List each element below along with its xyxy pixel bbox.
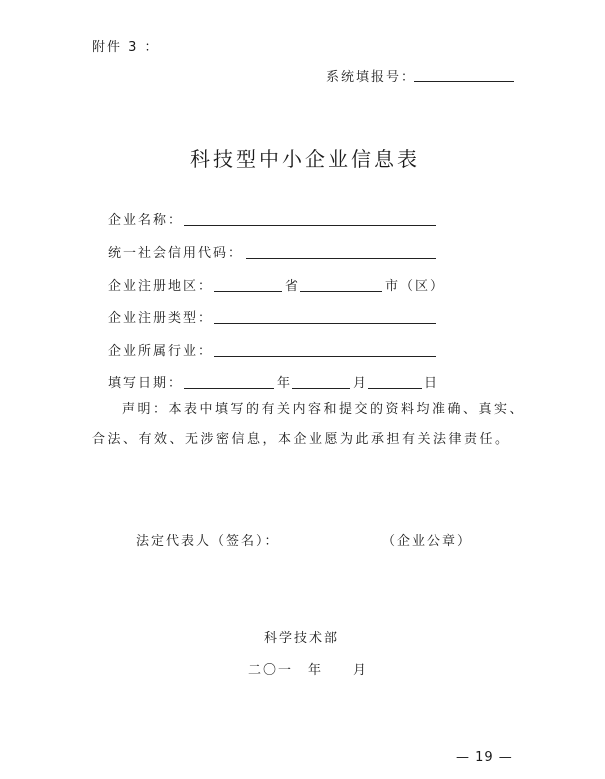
registration-type-field[interactable] bbox=[214, 309, 436, 324]
company-seal-label: （企业公章） bbox=[382, 534, 473, 549]
year-field[interactable] bbox=[184, 374, 274, 389]
province-label: 省 bbox=[285, 279, 301, 294]
page-title: 科技型中小企业信息表 bbox=[190, 147, 420, 171]
date-label: 填写日期： bbox=[108, 376, 184, 391]
credit-code-field[interactable] bbox=[246, 244, 436, 259]
company-name-field[interactable] bbox=[184, 211, 436, 226]
registration-type-label: 企业注册类型： bbox=[108, 311, 214, 326]
declaration-line-1: 声明：本表中填写的有关内容和提交的资料均准确、真实、 bbox=[122, 402, 526, 417]
year-label: 年 bbox=[277, 376, 293, 391]
industry-label: 企业所属行业： bbox=[108, 344, 214, 359]
declaration-line-2: 合法、有效、无涉密信息，本企业愿为此承担有关法律责任。 bbox=[92, 432, 511, 447]
credit-code-label: 统一社会信用代码： bbox=[108, 246, 244, 261]
region-label: 企业注册地区： bbox=[108, 279, 214, 294]
page-number: — 19 — bbox=[456, 750, 513, 765]
city-label: 市（区） bbox=[385, 279, 446, 294]
ministry-name: 科学技术部 bbox=[264, 631, 340, 646]
system-number-field[interactable] bbox=[414, 67, 514, 82]
legal-representative-label: 法定代表人（签名）： bbox=[136, 534, 280, 549]
company-name-label: 企业名称： bbox=[108, 213, 184, 228]
province-field[interactable] bbox=[214, 277, 282, 292]
city-field[interactable] bbox=[300, 277, 382, 292]
footer-date: 二〇一 年 月 bbox=[248, 663, 369, 678]
month-field[interactable] bbox=[292, 374, 350, 389]
month-label: 月 bbox=[353, 376, 369, 391]
day-field[interactable] bbox=[368, 374, 422, 389]
day-label: 日 bbox=[424, 376, 440, 391]
industry-field[interactable] bbox=[214, 342, 436, 357]
system-number-label: 系统填报号： bbox=[326, 70, 417, 85]
attachment-label: 附件 3 ： bbox=[92, 40, 160, 55]
